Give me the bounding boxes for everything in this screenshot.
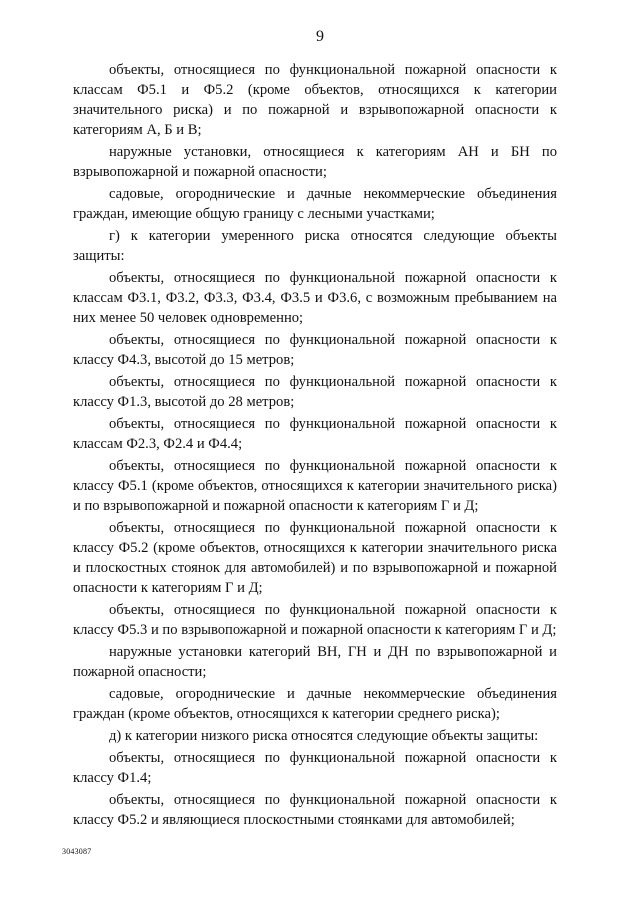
paragraph: объекты, относящиеся по функциональной пожарной опасности к классам Ф5.1 и Ф5.2 (кроме объектов, относящихся к категории значительного риска) и по пожарной и взрывопожарной опасности к категориям А, Б и В; — [73, 62, 557, 138]
paragraph: объекты, относящиеся по функциональной пожарной опасности к классу Ф5.3 и по взрывопожарной и пожарной опасности к категориям Г и Д; — [73, 602, 557, 638]
paragraph: объекты, относящиеся по функциональной пожарной опасности к классу Ф5.1 (кроме объектов, относящихся к категории значительного риска) и по взрывопожарной и пожарной опасности к категориям Г и Д; — [73, 458, 557, 514]
paragraph: объекты, относящиеся по функциональной пожарной опасности к классу Ф4.3, высотой до 15 метров; — [73, 332, 557, 368]
document-code: 3043087 — [62, 847, 92, 856]
paragraph: садовые, огороднические и дачные некоммерческие объединения граждан, имеющие общую границу с лесными участками; — [73, 186, 557, 222]
paragraph: объекты, относящиеся по функциональной пожарной опасности к классу Ф1.3, высотой до 28 метров; — [73, 374, 557, 410]
paragraph: д) к категории низкого риска относятся следующие объекты защиты: — [109, 728, 539, 744]
paragraph: объекты, относящиеся по функциональной пожарной опасности к классу Ф5.2 (кроме объектов, относящихся к категории значительного риска и плоскостных стоянок для автомобилей) и по взрывопожарной и пожарной опасности к категориям Г и Д; — [73, 520, 557, 596]
paragraph: садовые, огороднические и дачные некоммерческие объединения граждан (кроме объектов, относящихся к категории среднего риска); — [73, 686, 557, 722]
paragraph: объекты, относящиеся по функциональной пожарной опасности к классу Ф5.2 и являющиеся плоскостными стоянками для автомобилей; — [73, 792, 557, 828]
paragraph: объекты, относящиеся по функциональной пожарной опасности к классу Ф1.4; — [73, 750, 557, 786]
page-number: 9 — [316, 28, 324, 45]
paragraph: объекты, относящиеся по функциональной пожарной опасности к классам Ф2.3, Ф2.4 и Ф4.4; — [73, 416, 557, 452]
paragraph: наружные установки, относящиеся к категориям АН и БН по взрывопожарной и пожарной опасности; — [73, 144, 557, 180]
paragraph: объекты, относящиеся по функциональной пожарной опасности к классам Ф3.1, Ф3.2, Ф3.3, Ф3.4, Ф3.5 и Ф3.6, с возможным пребыванием на них менее 50 человек одновременно; — [73, 270, 557, 326]
paragraph: г) к категории умеренного риска относятся следующие объекты защиты: — [73, 228, 557, 264]
document-body — [73, 60, 557, 832]
paragraph: наружные установки категорий ВН, ГН и ДН по взрывопожарной и пожарной опасности; — [73, 644, 557, 680]
